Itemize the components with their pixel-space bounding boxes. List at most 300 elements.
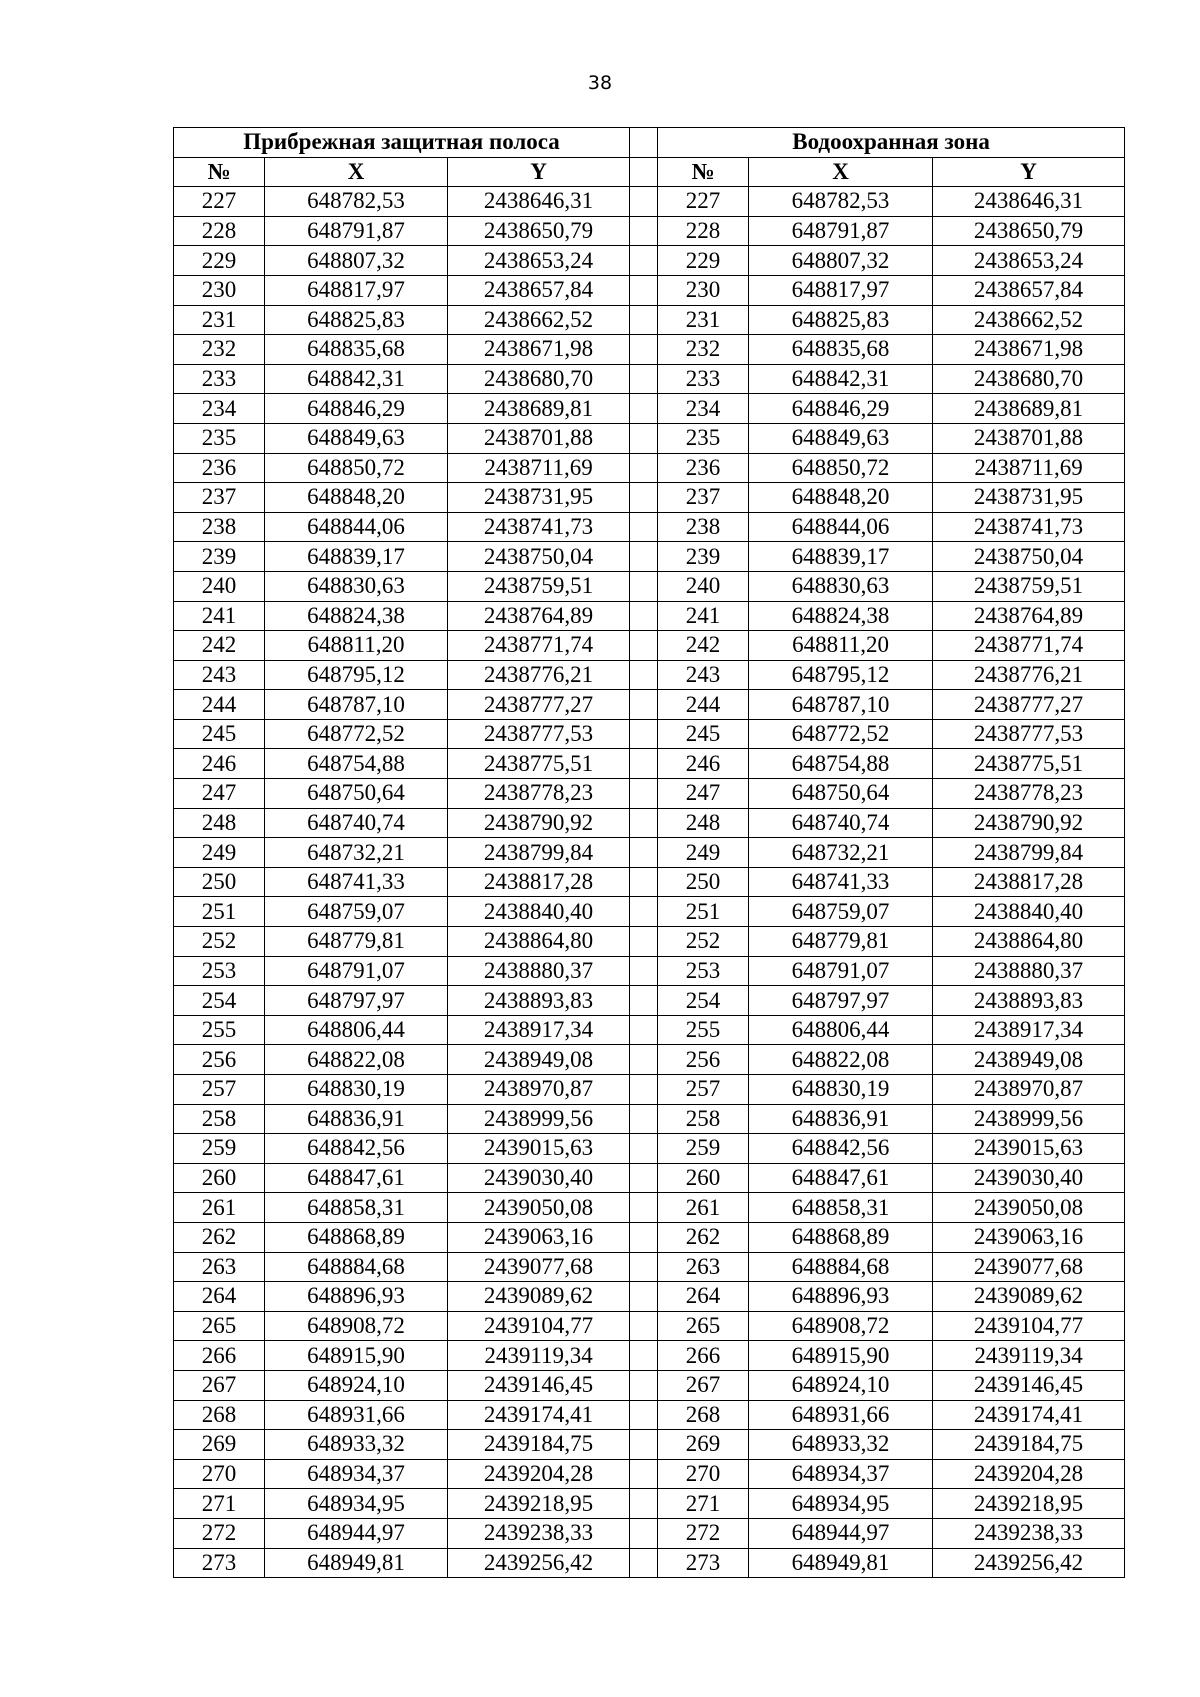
right-y-coordinate: 2438657,84 xyxy=(933,275,1125,305)
table-row xyxy=(174,631,1125,661)
table-row xyxy=(174,660,1125,690)
right-point-number: 257 xyxy=(658,1075,749,1105)
table-row xyxy=(174,1311,1125,1341)
right-y-coordinate: 2439119,34 xyxy=(933,1341,1125,1371)
right-x-coordinate: 648847,61 xyxy=(749,1163,933,1193)
right-point-number: 272 xyxy=(658,1518,749,1548)
left-x-coordinate: 648908,72 xyxy=(265,1311,448,1341)
right-point-number: 248 xyxy=(658,808,749,838)
left-point-number: 258 xyxy=(174,1104,265,1134)
left-y-coordinate: 2438880,37 xyxy=(448,956,630,986)
right-x-coordinate: 648835,68 xyxy=(749,335,933,365)
left-point-number: 236 xyxy=(174,453,265,483)
left-point-number: 235 xyxy=(174,423,265,453)
right-x-coordinate: 648839,17 xyxy=(749,542,933,572)
left-x-coordinate: 648822,08 xyxy=(265,1045,448,1075)
right-x-coordinate: 648933,32 xyxy=(749,1430,933,1460)
right-point-number: 270 xyxy=(658,1459,749,1489)
left-point-number: 266 xyxy=(174,1341,265,1371)
column-gap xyxy=(630,808,658,838)
right-point-number: 254 xyxy=(658,986,749,1016)
left-point-number: 270 xyxy=(174,1459,265,1489)
left-point-number: 252 xyxy=(174,927,265,957)
column-gap xyxy=(630,719,658,749)
table-row xyxy=(174,1193,1125,1223)
column-gap xyxy=(630,927,658,957)
column-gap xyxy=(630,1075,658,1105)
left-col-y-header: Y xyxy=(448,157,630,187)
right-point-number: 260 xyxy=(658,1163,749,1193)
left-x-coordinate: 648772,52 xyxy=(265,719,448,749)
right-point-number: 229 xyxy=(658,246,749,276)
left-x-coordinate: 648847,61 xyxy=(265,1163,448,1193)
right-point-number: 235 xyxy=(658,423,749,453)
table-row xyxy=(174,335,1125,365)
column-gap xyxy=(630,394,658,424)
left-point-number: 269 xyxy=(174,1430,265,1460)
left-point-number: 233 xyxy=(174,364,265,394)
table-row xyxy=(174,1075,1125,1105)
left-y-coordinate: 2439146,45 xyxy=(448,1370,630,1400)
left-x-coordinate: 648824,38 xyxy=(265,601,448,631)
table-row xyxy=(174,305,1125,335)
right-y-coordinate: 2438771,74 xyxy=(933,631,1125,661)
column-gap xyxy=(630,1548,658,1578)
left-point-number: 230 xyxy=(174,275,265,305)
left-y-coordinate: 2439204,28 xyxy=(448,1459,630,1489)
right-point-number: 264 xyxy=(658,1282,749,1312)
right-x-coordinate: 648795,12 xyxy=(749,660,933,690)
left-x-coordinate: 648949,81 xyxy=(265,1548,448,1578)
left-y-coordinate: 2438701,88 xyxy=(448,423,630,453)
left-y-coordinate: 2438775,51 xyxy=(448,749,630,779)
table-row xyxy=(174,1518,1125,1548)
right-y-coordinate: 2438790,92 xyxy=(933,808,1125,838)
right-point-number: 267 xyxy=(658,1370,749,1400)
right-x-coordinate: 648949,81 xyxy=(749,1548,933,1578)
right-point-number: 232 xyxy=(658,335,749,365)
right-point-number: 227 xyxy=(658,187,749,217)
table-row xyxy=(174,749,1125,779)
left-y-coordinate: 2438731,95 xyxy=(448,483,630,513)
page-number: 38 xyxy=(587,72,613,94)
right-x-coordinate: 648846,29 xyxy=(749,394,933,424)
right-point-number: 262 xyxy=(658,1222,749,1252)
left-y-coordinate: 2438799,84 xyxy=(448,838,630,868)
right-y-coordinate: 2438775,51 xyxy=(933,749,1125,779)
right-x-coordinate: 648850,72 xyxy=(749,453,933,483)
column-gap xyxy=(630,838,658,868)
left-y-coordinate: 2439015,63 xyxy=(448,1134,630,1164)
left-y-coordinate: 2438771,74 xyxy=(448,631,630,661)
left-x-coordinate: 648944,97 xyxy=(265,1518,448,1548)
right-y-coordinate: 2438646,31 xyxy=(933,187,1125,217)
right-x-coordinate: 648825,83 xyxy=(749,305,933,335)
left-x-coordinate: 648791,87 xyxy=(265,216,448,246)
table-row xyxy=(174,1104,1125,1134)
right-x-coordinate: 648782,53 xyxy=(749,187,933,217)
right-x-coordinate: 648924,10 xyxy=(749,1370,933,1400)
column-gap xyxy=(630,897,658,927)
right-y-coordinate: 2438759,51 xyxy=(933,571,1125,601)
right-point-number: 239 xyxy=(658,542,749,572)
column-gap xyxy=(630,1430,658,1460)
right-point-number: 240 xyxy=(658,571,749,601)
right-point-number: 266 xyxy=(658,1341,749,1371)
left-y-coordinate: 2438711,69 xyxy=(448,453,630,483)
right-point-number: 230 xyxy=(658,275,749,305)
left-point-number: 250 xyxy=(174,867,265,897)
column-gap xyxy=(630,1370,658,1400)
column-gap xyxy=(630,305,658,335)
right-y-coordinate: 2439218,95 xyxy=(933,1489,1125,1519)
left-point-number: 242 xyxy=(174,631,265,661)
left-x-coordinate: 648795,12 xyxy=(265,660,448,690)
left-x-coordinate: 648868,89 xyxy=(265,1222,448,1252)
right-y-coordinate: 2438750,04 xyxy=(933,542,1125,572)
right-point-number: 244 xyxy=(658,690,749,720)
left-x-coordinate: 648934,37 xyxy=(265,1459,448,1489)
left-y-coordinate: 2438759,51 xyxy=(448,571,630,601)
left-point-number: 255 xyxy=(174,1015,265,1045)
column-gap xyxy=(630,571,658,601)
right-x-coordinate: 648817,97 xyxy=(749,275,933,305)
right-y-coordinate: 2438778,23 xyxy=(933,779,1125,809)
right-point-number: 261 xyxy=(658,1193,749,1223)
right-y-coordinate: 2438777,27 xyxy=(933,690,1125,720)
right-y-coordinate: 2438731,95 xyxy=(933,483,1125,513)
right-point-number: 233 xyxy=(658,364,749,394)
right-col-x-header: X xyxy=(749,157,933,187)
left-y-coordinate: 2438662,52 xyxy=(448,305,630,335)
right-y-coordinate: 2438741,73 xyxy=(933,512,1125,542)
column-gap xyxy=(630,749,658,779)
right-x-coordinate: 648759,07 xyxy=(749,897,933,927)
table-row xyxy=(174,423,1125,453)
left-x-coordinate: 648835,68 xyxy=(265,335,448,365)
column-gap xyxy=(630,246,658,276)
table-row xyxy=(174,986,1125,1016)
left-y-coordinate: 2438917,34 xyxy=(448,1015,630,1045)
left-x-coordinate: 648850,72 xyxy=(265,453,448,483)
right-point-number: 246 xyxy=(658,749,749,779)
left-x-coordinate: 648817,97 xyxy=(265,275,448,305)
table-row xyxy=(174,897,1125,927)
table-row xyxy=(174,927,1125,957)
left-point-number: 247 xyxy=(174,779,265,809)
right-x-coordinate: 648934,95 xyxy=(749,1489,933,1519)
left-x-coordinate: 648782,53 xyxy=(265,187,448,217)
table-row xyxy=(174,601,1125,631)
left-point-number: 268 xyxy=(174,1400,265,1430)
table-row xyxy=(174,364,1125,394)
table-row xyxy=(174,1548,1125,1578)
right-y-coordinate: 2438880,37 xyxy=(933,956,1125,986)
column-gap xyxy=(630,423,658,453)
right-y-coordinate: 2438680,70 xyxy=(933,364,1125,394)
column-gap xyxy=(630,1400,658,1430)
table-row xyxy=(174,542,1125,572)
left-x-coordinate: 648741,33 xyxy=(265,867,448,897)
left-x-coordinate: 648858,31 xyxy=(265,1193,448,1223)
left-y-coordinate: 2438840,40 xyxy=(448,897,630,927)
left-point-number: 264 xyxy=(174,1282,265,1312)
right-x-coordinate: 648830,63 xyxy=(749,571,933,601)
left-x-coordinate: 648825,83 xyxy=(265,305,448,335)
right-y-coordinate: 2438650,79 xyxy=(933,216,1125,246)
column-gap xyxy=(630,275,658,305)
table-row xyxy=(174,1459,1125,1489)
left-y-coordinate: 2438864,80 xyxy=(448,927,630,957)
right-x-coordinate: 648830,19 xyxy=(749,1075,933,1105)
right-x-coordinate: 648787,10 xyxy=(749,690,933,720)
right-x-coordinate: 648884,68 xyxy=(749,1252,933,1282)
left-point-number: 243 xyxy=(174,660,265,690)
table-row xyxy=(174,512,1125,542)
left-x-coordinate: 648924,10 xyxy=(265,1370,448,1400)
right-x-coordinate: 648908,72 xyxy=(749,1311,933,1341)
left-point-number: 254 xyxy=(174,986,265,1016)
right-y-coordinate: 2439050,08 xyxy=(933,1193,1125,1223)
table-row xyxy=(174,1045,1125,1075)
right-x-coordinate: 648824,38 xyxy=(749,601,933,631)
left-point-number: 231 xyxy=(174,305,265,335)
right-x-coordinate: 648915,90 xyxy=(749,1341,933,1371)
table-row xyxy=(174,1252,1125,1282)
column-gap xyxy=(630,512,658,542)
left-point-number: 234 xyxy=(174,394,265,424)
left-x-coordinate: 648787,10 xyxy=(265,690,448,720)
left-col-num-header: № xyxy=(174,157,265,187)
right-point-number: 236 xyxy=(658,453,749,483)
right-y-coordinate: 2438701,88 xyxy=(933,423,1125,453)
right-y-coordinate: 2439015,63 xyxy=(933,1134,1125,1164)
right-point-number: 241 xyxy=(658,601,749,631)
left-y-coordinate: 2438741,73 xyxy=(448,512,630,542)
right-point-number: 255 xyxy=(658,1015,749,1045)
left-point-number: 249 xyxy=(174,838,265,868)
right-y-coordinate: 2438689,81 xyxy=(933,394,1125,424)
left-y-coordinate: 2438689,81 xyxy=(448,394,630,424)
column-gap xyxy=(630,128,658,158)
left-y-coordinate: 2438817,28 xyxy=(448,867,630,897)
left-x-coordinate: 648931,66 xyxy=(265,1400,448,1430)
right-x-coordinate: 648931,66 xyxy=(749,1400,933,1430)
table-row xyxy=(174,719,1125,749)
left-point-number: 262 xyxy=(174,1222,265,1252)
left-y-coordinate: 2438949,08 xyxy=(448,1045,630,1075)
right-x-coordinate: 648944,97 xyxy=(749,1518,933,1548)
left-x-coordinate: 648830,63 xyxy=(265,571,448,601)
right-point-number: 247 xyxy=(658,779,749,809)
table-row xyxy=(174,1489,1125,1519)
left-x-coordinate: 648811,20 xyxy=(265,631,448,661)
right-x-coordinate: 648791,87 xyxy=(749,216,933,246)
left-y-coordinate: 2438650,79 xyxy=(448,216,630,246)
right-y-coordinate: 2438840,40 xyxy=(933,897,1125,927)
right-x-coordinate: 648732,21 xyxy=(749,838,933,868)
left-y-coordinate: 2438999,56 xyxy=(448,1104,630,1134)
table-row xyxy=(174,1222,1125,1252)
left-y-coordinate: 2438893,83 xyxy=(448,986,630,1016)
table-row xyxy=(174,956,1125,986)
left-y-coordinate: 2439238,33 xyxy=(448,1518,630,1548)
right-y-coordinate: 2439104,77 xyxy=(933,1311,1125,1341)
left-point-number: 232 xyxy=(174,335,265,365)
right-col-num-header: № xyxy=(658,157,749,187)
right-y-coordinate: 2439146,45 xyxy=(933,1370,1125,1400)
right-y-coordinate: 2439256,42 xyxy=(933,1548,1125,1578)
left-x-coordinate: 648842,31 xyxy=(265,364,448,394)
right-x-coordinate: 648750,64 xyxy=(749,779,933,809)
column-gap xyxy=(630,1222,658,1252)
column-gap xyxy=(630,1341,658,1371)
left-y-coordinate: 2438790,92 xyxy=(448,808,630,838)
table-row xyxy=(174,808,1125,838)
right-point-number: 243 xyxy=(658,660,749,690)
left-x-coordinate: 648848,20 xyxy=(265,483,448,513)
column-gap xyxy=(630,1193,658,1223)
column-gap xyxy=(630,1134,658,1164)
table-body xyxy=(174,187,1125,1578)
left-x-coordinate: 648807,32 xyxy=(265,246,448,276)
column-gap xyxy=(630,867,658,897)
left-x-coordinate: 648933,32 xyxy=(265,1430,448,1460)
left-y-coordinate: 2439256,42 xyxy=(448,1548,630,1578)
column-gap xyxy=(630,1252,658,1282)
left-y-coordinate: 2438777,53 xyxy=(448,719,630,749)
table-row xyxy=(174,1015,1125,1045)
right-y-coordinate: 2438764,89 xyxy=(933,601,1125,631)
left-x-coordinate: 648836,91 xyxy=(265,1104,448,1134)
right-x-coordinate: 648858,31 xyxy=(749,1193,933,1223)
right-x-coordinate: 648896,93 xyxy=(749,1282,933,1312)
table-row xyxy=(174,1370,1125,1400)
table-row xyxy=(174,246,1125,276)
left-x-coordinate: 648830,19 xyxy=(265,1075,448,1105)
right-x-coordinate: 648844,06 xyxy=(749,512,933,542)
right-y-coordinate: 2439077,68 xyxy=(933,1252,1125,1282)
right-y-coordinate: 2438777,53 xyxy=(933,719,1125,749)
column-gap xyxy=(630,187,658,217)
left-point-number: 256 xyxy=(174,1045,265,1075)
right-point-number: 228 xyxy=(658,216,749,246)
right-y-coordinate: 2438970,87 xyxy=(933,1075,1125,1105)
right-y-coordinate: 2439089,62 xyxy=(933,1282,1125,1312)
table-row xyxy=(174,690,1125,720)
right-y-coordinate: 2439238,33 xyxy=(933,1518,1125,1548)
right-point-number: 252 xyxy=(658,927,749,957)
column-gap xyxy=(630,1163,658,1193)
left-point-number: 273 xyxy=(174,1548,265,1578)
table-row xyxy=(174,453,1125,483)
left-y-coordinate: 2438776,21 xyxy=(448,660,630,690)
column-gap xyxy=(630,1459,658,1489)
right-y-coordinate: 2439184,75 xyxy=(933,1430,1125,1460)
left-y-coordinate: 2438680,70 xyxy=(448,364,630,394)
right-x-coordinate: 648934,37 xyxy=(749,1459,933,1489)
left-y-coordinate: 2439089,62 xyxy=(448,1282,630,1312)
column-gap xyxy=(630,1518,658,1548)
right-point-number: 268 xyxy=(658,1400,749,1430)
right-point-number: 231 xyxy=(658,305,749,335)
table-row xyxy=(174,1134,1125,1164)
column-gap xyxy=(630,364,658,394)
column-gap xyxy=(630,216,658,246)
right-y-coordinate: 2438711,69 xyxy=(933,453,1125,483)
right-point-number: 234 xyxy=(658,394,749,424)
right-y-coordinate: 2438653,24 xyxy=(933,246,1125,276)
column-gap xyxy=(630,601,658,631)
left-y-coordinate: 2438657,84 xyxy=(448,275,630,305)
left-point-number: 253 xyxy=(174,956,265,986)
left-y-coordinate: 2438646,31 xyxy=(448,187,630,217)
left-y-coordinate: 2439077,68 xyxy=(448,1252,630,1282)
left-point-number: 272 xyxy=(174,1518,265,1548)
table-row xyxy=(174,838,1125,868)
right-x-coordinate: 648842,31 xyxy=(749,364,933,394)
left-y-coordinate: 2439119,34 xyxy=(448,1341,630,1371)
column-gap xyxy=(630,986,658,1016)
column-gap xyxy=(630,335,658,365)
right-point-number: 265 xyxy=(658,1311,749,1341)
left-point-number: 229 xyxy=(174,246,265,276)
left-point-number: 227 xyxy=(174,187,265,217)
right-x-coordinate: 648779,81 xyxy=(749,927,933,957)
left-point-number: 244 xyxy=(174,690,265,720)
right-point-number: 238 xyxy=(658,512,749,542)
left-y-coordinate: 2438671,98 xyxy=(448,335,630,365)
right-point-number: 251 xyxy=(658,897,749,927)
left-y-coordinate: 2438777,27 xyxy=(448,690,630,720)
left-y-coordinate: 2439174,41 xyxy=(448,1400,630,1430)
right-y-coordinate: 2438999,56 xyxy=(933,1104,1125,1134)
right-point-number: 259 xyxy=(658,1134,749,1164)
left-point-number: 265 xyxy=(174,1311,265,1341)
column-gap xyxy=(630,542,658,572)
right-x-coordinate: 648849,63 xyxy=(749,423,933,453)
right-point-number: 273 xyxy=(658,1548,749,1578)
table-row xyxy=(174,1282,1125,1312)
right-y-coordinate: 2439030,40 xyxy=(933,1163,1125,1193)
right-x-coordinate: 648740,74 xyxy=(749,808,933,838)
table-title-row xyxy=(174,128,1125,158)
left-point-number: 237 xyxy=(174,483,265,513)
right-y-coordinate: 2439174,41 xyxy=(933,1400,1125,1430)
column-gap xyxy=(630,1015,658,1045)
table-row xyxy=(174,1341,1125,1371)
right-point-number: 271 xyxy=(658,1489,749,1519)
left-y-coordinate: 2438778,23 xyxy=(448,779,630,809)
left-y-coordinate: 2439218,95 xyxy=(448,1489,630,1519)
column-gap xyxy=(630,483,658,513)
right-point-number: 263 xyxy=(658,1252,749,1282)
left-point-number: 245 xyxy=(174,719,265,749)
left-x-coordinate: 648740,74 xyxy=(265,808,448,838)
left-col-x-header: X xyxy=(265,157,448,187)
table-row xyxy=(174,1400,1125,1430)
column-gap xyxy=(630,1282,658,1312)
right-section-title: Водоохранная зона xyxy=(658,128,1125,158)
left-point-number: 228 xyxy=(174,216,265,246)
left-x-coordinate: 648915,90 xyxy=(265,1341,448,1371)
column-gap xyxy=(630,956,658,986)
column-gap xyxy=(630,1104,658,1134)
left-point-number: 271 xyxy=(174,1489,265,1519)
left-x-coordinate: 648849,63 xyxy=(265,423,448,453)
right-x-coordinate: 648806,44 xyxy=(749,1015,933,1045)
column-gap xyxy=(630,1045,658,1075)
